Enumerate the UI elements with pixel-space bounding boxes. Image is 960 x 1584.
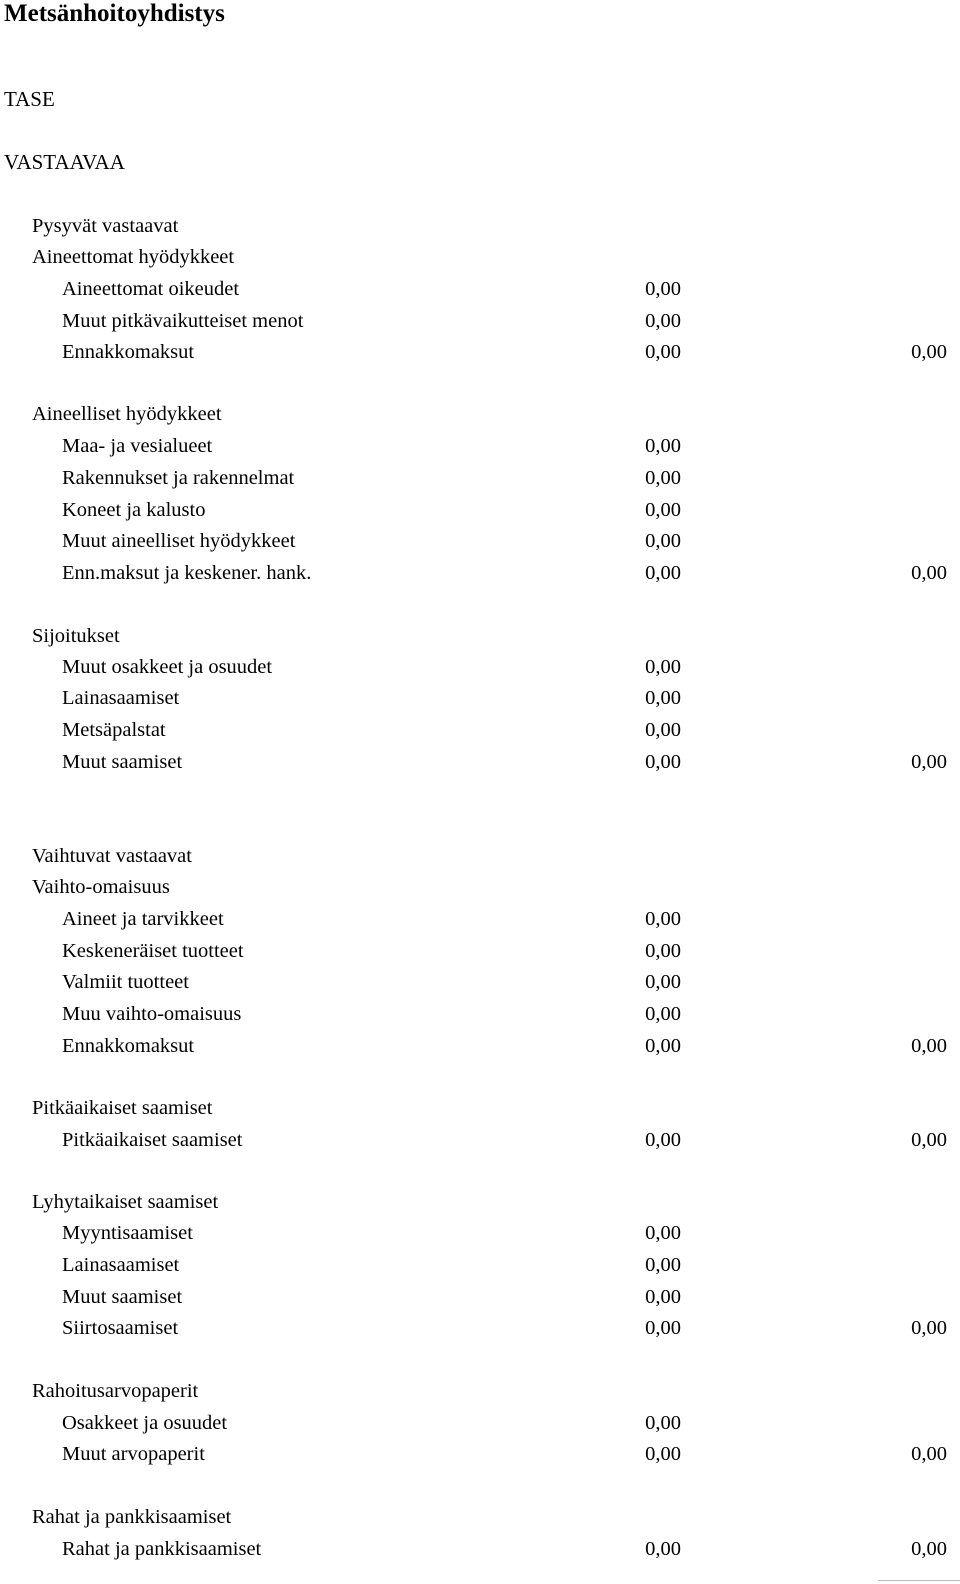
balance-item-row: [0, 496, 960, 524]
item-amount: 0,00: [645, 1443, 681, 1465]
section-heading: Pysyvät vastaavat: [32, 215, 179, 237]
item-amount: 0,00: [645, 687, 681, 709]
balance-item-row: [0, 307, 960, 335]
balance-item-row: [0, 968, 960, 996]
balance-item-row: [0, 1535, 960, 1563]
item-amount: 0,00: [645, 562, 681, 584]
item-label: Keskeneräiset tuotteet: [62, 940, 244, 962]
item-amount: 0,00: [645, 1129, 681, 1151]
item-label: Maa- ja vesialueet: [62, 435, 213, 457]
item-label: Myyntisaamiset: [62, 1222, 193, 1244]
group-total: 0,00: [911, 1129, 947, 1151]
balance-item-row: [0, 1126, 960, 1154]
balance-item-row: [0, 1219, 960, 1247]
balance-item-row: [0, 748, 960, 776]
balance-item-row: [0, 559, 960, 587]
item-amount: 0,00: [645, 1003, 681, 1025]
group-total: 0,00: [911, 1035, 947, 1057]
balance-item-row: [0, 275, 960, 303]
item-amount: 0,00: [645, 278, 681, 300]
section-heading: Aineelliset hyödykkeet: [32, 403, 222, 425]
report-title: TASE: [4, 87, 55, 111]
section-heading-row: [0, 622, 960, 650]
section-heading: Aineettomat hyödykkeet: [32, 246, 235, 268]
balance-item-row: [0, 1251, 960, 1279]
item-label: Aineettomat oikeudet: [62, 278, 240, 300]
section-heading: Rahoitusarvopaperit: [32, 1380, 199, 1402]
item-amount: 0,00: [645, 751, 681, 773]
item-amount: 0,00: [645, 530, 681, 552]
section-heading: Lyhytaikaiset saamiset: [32, 1191, 219, 1213]
section-heading-row: [0, 1188, 960, 1216]
item-label: Muu vaihto-omaisuus: [62, 1003, 242, 1025]
item-amount: 0,00: [645, 940, 681, 962]
balance-item-row: [0, 937, 960, 965]
section-heading-row: [0, 1094, 960, 1122]
section-heading-row: [0, 1377, 960, 1405]
section-heading: Pitkäaikaiset saamiset: [32, 1097, 213, 1119]
organization-title: Metsänhoitoyhdistys: [4, 0, 225, 27]
item-label: Aineet ja tarvikkeet: [62, 908, 224, 930]
item-amount: 0,00: [645, 499, 681, 521]
group-total: 0,00: [911, 1443, 947, 1465]
section-heading-row: [0, 243, 960, 271]
item-amount: 0,00: [645, 310, 681, 332]
balance-item-row: [0, 1314, 960, 1342]
balance-item-row: [0, 1000, 960, 1028]
item-amount: 0,00: [645, 1286, 681, 1308]
item-label: Muut arvopaperit: [62, 1443, 205, 1465]
item-label: Lainasaamiset: [62, 687, 180, 709]
item-amount: 0,00: [645, 908, 681, 930]
balance-item-row: [0, 1440, 960, 1468]
item-amount: 0,00: [645, 1035, 681, 1057]
section-heading-row: [0, 212, 960, 240]
balance-item-row: [0, 716, 960, 744]
section-heading-row: [0, 873, 960, 901]
section-heading: Vaihtuvat vastaavat: [32, 845, 192, 867]
item-label: Muut osakkeet ja osuudet: [62, 656, 273, 678]
item-amount: 0,00: [645, 1254, 681, 1276]
balance-side-title: VASTAAVAA: [4, 150, 125, 174]
balance-item-row: [0, 1409, 960, 1437]
section-heading-row: [0, 842, 960, 870]
item-amount: 0,00: [645, 341, 681, 363]
balance-item-row: [0, 1283, 960, 1311]
item-amount: 0,00: [645, 719, 681, 741]
item-amount: 0,00: [645, 467, 681, 489]
group-total: 0,00: [911, 341, 947, 363]
item-label: Muut saamiset: [62, 1286, 183, 1308]
item-label: Pitkäaikaiset saamiset: [62, 1129, 243, 1151]
balance-item-row: [0, 432, 960, 460]
item-label: Koneet ja kalusto: [62, 499, 206, 521]
item-amount: 0,00: [645, 1317, 681, 1339]
item-label: Osakkeet ja osuudet: [62, 1412, 228, 1434]
item-label: Muut aineelliset hyödykkeet: [62, 530, 296, 552]
item-label: Siirtosaamiset: [62, 1317, 179, 1339]
balance-item-row: [0, 905, 960, 933]
item-label: Ennakkomaksut: [62, 1035, 195, 1057]
group-total: 0,00: [911, 1317, 947, 1339]
item-amount: 0,00: [645, 971, 681, 993]
section-heading: Sijoitukset: [32, 625, 120, 647]
item-label: Ennakkomaksut: [62, 341, 195, 363]
group-total: 0,00: [911, 562, 947, 584]
section-heading-row: [0, 1503, 960, 1531]
item-label: Enn.maksut ja keskener. hank.: [62, 562, 312, 584]
item-label: Lainasaamiset: [62, 1254, 180, 1276]
page-corner-rule: [878, 1580, 960, 1581]
item-label: Muut pitkävaikutteiset menot: [62, 310, 304, 332]
section-heading: Rahat ja pankkisaamiset: [32, 1506, 232, 1528]
item-amount: 0,00: [645, 1412, 681, 1434]
item-amount: 0,00: [645, 1538, 681, 1560]
item-amount: 0,00: [645, 1222, 681, 1244]
item-label: Muut saamiset: [62, 751, 183, 773]
balance-item-row: [0, 338, 960, 366]
balance-item-row: [0, 527, 960, 555]
balance-item-row: [0, 1032, 960, 1060]
balance-item-row: [0, 684, 960, 712]
group-total: 0,00: [911, 1538, 947, 1560]
group-total: 0,00: [911, 751, 947, 773]
item-label: Rakennukset ja rakennelmat: [62, 467, 295, 489]
item-amount: 0,00: [645, 656, 681, 678]
item-amount: 0,00: [645, 435, 681, 457]
section-heading: Vaihto-omaisuus: [32, 876, 170, 898]
item-label: Valmiit tuotteet: [62, 971, 189, 993]
balance-item-row: [0, 653, 960, 681]
item-label: Rahat ja pankkisaamiset: [62, 1538, 262, 1560]
section-heading-row: [0, 400, 960, 428]
item-label: Metsäpalstat: [62, 719, 166, 741]
balance-item-row: [0, 464, 960, 492]
